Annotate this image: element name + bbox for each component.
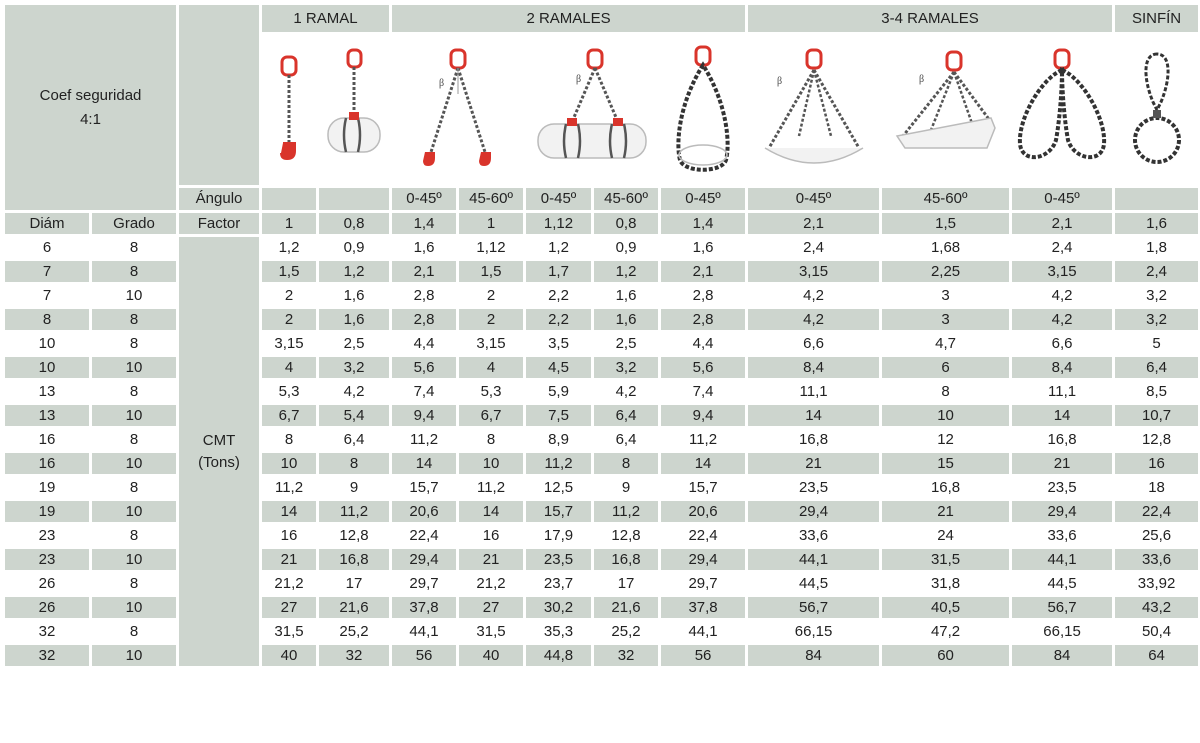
value-cell: 2,2: [525, 308, 593, 332]
value-cell: 15: [881, 452, 1011, 476]
value-cell: 44,1: [1011, 548, 1114, 572]
svg-text:β: β: [776, 75, 782, 87]
value-cell: 6,7: [261, 404, 318, 428]
value-cell: 3,2: [1114, 308, 1200, 332]
value-cell: 56,7: [747, 596, 881, 620]
value-cell: 22,4: [660, 524, 747, 548]
value-cell: 20,6: [391, 500, 458, 524]
value-cell: 21: [747, 452, 881, 476]
table-row: [4, 236, 1200, 260]
value-cell: 23,5: [525, 548, 593, 572]
value-cell: 66,15: [1011, 620, 1114, 644]
value-cell: 56: [660, 644, 747, 668]
value-cell: 7,5: [525, 404, 593, 428]
value-cell: 11,2: [391, 428, 458, 452]
angle-cell: 0-45º: [525, 187, 593, 212]
value-cell: 11,2: [458, 476, 525, 500]
double-basket-sling-icon: [1012, 48, 1112, 173]
angle-cell: 45-60º: [881, 187, 1011, 212]
value-cell: 6,4: [318, 428, 391, 452]
value-cell: 1,5: [261, 260, 318, 284]
value-cell: 11,2: [261, 476, 318, 500]
value-cell: 11,2: [593, 500, 660, 524]
value-cell: 14: [261, 500, 318, 524]
diam-cell: 16: [4, 428, 91, 452]
angle-cell: 0-45º: [1011, 187, 1114, 212]
diam-cell: 23: [4, 524, 91, 548]
value-cell: 12,8: [593, 524, 660, 548]
grado-cell: 8: [91, 620, 178, 644]
value-cell: 7,4: [660, 380, 747, 404]
value-cell: 33,92: [1114, 572, 1200, 596]
value-cell: 6,4: [593, 428, 660, 452]
value-cell: 17: [593, 572, 660, 596]
angle-cell: [1114, 187, 1200, 212]
single-leg-hook-sling-icon: [269, 55, 309, 165]
value-cell: 31,8: [881, 572, 1011, 596]
diam-cell: 26: [4, 596, 91, 620]
value-cell: 50,4: [1114, 620, 1200, 644]
grado-cell: 10: [91, 284, 178, 308]
value-cell: 21,2: [458, 572, 525, 596]
factor-cell: 0,8: [593, 212, 660, 236]
value-cell: 0,9: [318, 236, 391, 260]
value-cell: 47,2: [881, 620, 1011, 644]
grado-cell: 10: [91, 644, 178, 668]
coef-value: 4:1: [80, 110, 101, 128]
value-cell: 12,8: [1114, 428, 1200, 452]
value-cell: 4,2: [318, 380, 391, 404]
value-cell: 29,4: [1011, 500, 1114, 524]
value-cell: 31,5: [261, 620, 318, 644]
value-cell: 8,4: [747, 356, 881, 380]
value-cell: 15,7: [391, 476, 458, 500]
value-cell: 3: [881, 308, 1011, 332]
value-cell: 84: [747, 644, 881, 668]
value-cell: 29,7: [660, 572, 747, 596]
diam-cell: 13: [4, 380, 91, 404]
value-cell: 21,6: [318, 596, 391, 620]
value-cell: 6,6: [747, 332, 881, 356]
value-cell: 23,5: [747, 476, 881, 500]
value-cell: 60: [881, 644, 1011, 668]
value-cell: 8,4: [1011, 356, 1114, 380]
grado-cell: 8: [91, 380, 178, 404]
factor-cell: 1,4: [660, 212, 747, 236]
value-cell: 30,2: [525, 596, 593, 620]
value-cell: 2,1: [660, 260, 747, 284]
two-leg-choke-sling-icon: [532, 48, 652, 173]
value-cell: 14: [1011, 404, 1114, 428]
diam-cell: 32: [4, 644, 91, 668]
value-cell: 14: [391, 452, 458, 476]
value-cell: 4: [261, 356, 318, 380]
value-cell: 8,5: [1114, 380, 1200, 404]
value-cell: 56: [391, 644, 458, 668]
diam-cell: 16: [4, 452, 91, 476]
value-cell: 16,8: [881, 476, 1011, 500]
value-cell: 2,8: [391, 284, 458, 308]
value-cell: 40,5: [881, 596, 1011, 620]
value-cell: 16: [261, 524, 318, 548]
value-cell: 5,4: [318, 404, 391, 428]
grado-cell: 8: [91, 260, 178, 284]
diam-cell: 8: [4, 308, 91, 332]
value-cell: 1,5: [458, 260, 525, 284]
value-cell: 11,1: [747, 380, 881, 404]
value-cell: 12,5: [525, 476, 593, 500]
endless-sling-icon: [1127, 48, 1187, 173]
diagram-cell: [525, 34, 660, 187]
diagram-cell: [318, 34, 391, 187]
diagram-cell: [261, 34, 318, 187]
grado-cell: 10: [91, 404, 178, 428]
value-cell: 5,3: [458, 380, 525, 404]
two-leg-basket-sling-icon: [668, 45, 738, 175]
diam-cell: 19: [4, 500, 91, 524]
value-cell: 4,2: [1011, 284, 1114, 308]
value-cell: 33,6: [1114, 548, 1200, 572]
value-cell: 3,15: [458, 332, 525, 356]
diam-cell: 7: [4, 284, 91, 308]
value-cell: 4,2: [747, 284, 881, 308]
svg-text:β: β: [918, 73, 924, 85]
angle-label: Ángulo: [178, 187, 261, 212]
value-cell: 1,2: [261, 236, 318, 260]
value-cell: 21,6: [593, 596, 660, 620]
value-cell: 4,4: [660, 332, 747, 356]
grado-cell: 8: [91, 236, 178, 260]
diam-cell: 32: [4, 620, 91, 644]
grado-cell: 8: [91, 524, 178, 548]
grado-cell: 8: [91, 428, 178, 452]
group-header-3-4-ramales: 3-4 RAMALES: [747, 4, 1114, 34]
factor-cell: 1: [458, 212, 525, 236]
value-cell: 23,7: [525, 572, 593, 596]
value-cell: 3,15: [261, 332, 318, 356]
value-cell: 20,6: [660, 500, 747, 524]
diagram-cell: [747, 34, 881, 187]
angle-cell: 0-45º: [747, 187, 881, 212]
value-cell: 6: [881, 356, 1011, 380]
angle-cell: [261, 187, 318, 212]
diam-cell: 10: [4, 356, 91, 380]
value-cell: 11,2: [660, 428, 747, 452]
factor-cell: 1,12: [525, 212, 593, 236]
diam-cell: 6: [4, 236, 91, 260]
value-cell: 6,4: [593, 404, 660, 428]
value-cell: 9,4: [660, 404, 747, 428]
value-cell: 1,6: [593, 308, 660, 332]
value-cell: 17,9: [525, 524, 593, 548]
value-cell: 6,7: [458, 404, 525, 428]
value-cell: 2: [458, 308, 525, 332]
value-cell: 2,1: [391, 260, 458, 284]
diagram-cell: [391, 34, 525, 187]
value-cell: 4,2: [747, 308, 881, 332]
grado-cell: 8: [91, 332, 178, 356]
value-cell: 12: [881, 428, 1011, 452]
value-cell: 15,7: [660, 476, 747, 500]
value-cell: 1,68: [881, 236, 1011, 260]
value-cell: 22,4: [391, 524, 458, 548]
value-cell: 43,2: [1114, 596, 1200, 620]
value-cell: 8: [458, 428, 525, 452]
grado-cell: 10: [91, 356, 178, 380]
value-cell: 44,1: [660, 620, 747, 644]
value-cell: 10: [881, 404, 1011, 428]
value-cell: 16: [458, 524, 525, 548]
diam-cell: 10: [4, 332, 91, 356]
value-cell: 56,7: [1011, 596, 1114, 620]
value-cell: 1,6: [391, 236, 458, 260]
value-cell: 31,5: [458, 620, 525, 644]
cmt-label-cell: [178, 236, 261, 668]
value-cell: 2: [261, 308, 318, 332]
value-cell: 6,4: [1114, 356, 1200, 380]
angle-cell: 0-45º: [660, 187, 747, 212]
value-cell: 16,8: [747, 428, 881, 452]
four-leg-basket-sling-icon: [759, 48, 869, 173]
grado-column-header: Grado: [91, 212, 178, 236]
factor-cell: 1,4: [391, 212, 458, 236]
value-cell: 29,4: [660, 548, 747, 572]
value-cell: 11,2: [525, 452, 593, 476]
value-cell: 29,4: [391, 548, 458, 572]
value-cell: 1,6: [593, 284, 660, 308]
value-cell: 9: [318, 476, 391, 500]
value-cell: 2,8: [660, 308, 747, 332]
value-cell: 4,4: [391, 332, 458, 356]
value-cell: 29,7: [391, 572, 458, 596]
value-cell: 21: [261, 548, 318, 572]
diam-cell: 26: [4, 572, 91, 596]
two-leg-hook-sling-icon: [403, 48, 513, 173]
diam-column-header: Diám: [4, 212, 91, 236]
value-cell: 2,5: [593, 332, 660, 356]
header-blank: [178, 4, 261, 187]
coef-label: Coef seguridad: [39, 86, 142, 104]
safety-coefficient-cell: [4, 4, 178, 212]
angle-cell: [318, 187, 391, 212]
value-cell: 66,15: [747, 620, 881, 644]
diagram-cell: [881, 34, 1011, 187]
value-cell: 10: [458, 452, 525, 476]
value-cell: 8: [881, 380, 1011, 404]
value-cell: 8,9: [525, 428, 593, 452]
grado-cell: 10: [91, 500, 178, 524]
value-cell: 1,7: [525, 260, 593, 284]
value-cell: 5: [1114, 332, 1200, 356]
value-cell: 8: [318, 452, 391, 476]
group-header-sinfin: SINFÍN: [1114, 4, 1200, 34]
single-leg-choke-sling-icon: [324, 48, 384, 173]
value-cell: 44,5: [1011, 572, 1114, 596]
value-cell: 8: [261, 428, 318, 452]
value-cell: 3,15: [747, 260, 881, 284]
angle-cell: 0-45º: [391, 187, 458, 212]
value-cell: 23,5: [1011, 476, 1114, 500]
value-cell: 44,8: [525, 644, 593, 668]
value-cell: 10,7: [1114, 404, 1200, 428]
value-cell: 1,2: [318, 260, 391, 284]
value-cell: 1,2: [525, 236, 593, 260]
value-cell: 44,1: [391, 620, 458, 644]
group-header-1-ramal: 1 RAMAL: [261, 4, 391, 34]
value-cell: 10: [261, 452, 318, 476]
value-cell: 32: [318, 644, 391, 668]
value-cell: 16,8: [593, 548, 660, 572]
diagram-cell: [660, 34, 747, 187]
value-cell: 22,4: [1114, 500, 1200, 524]
value-cell: 2,2: [525, 284, 593, 308]
grado-cell: 10: [91, 596, 178, 620]
value-cell: 3,15: [1011, 260, 1114, 284]
value-cell: 3: [881, 284, 1011, 308]
value-cell: 2,25: [881, 260, 1011, 284]
value-cell: 1,8: [1114, 236, 1200, 260]
value-cell: 3,2: [1114, 284, 1200, 308]
value-cell: 5,6: [660, 356, 747, 380]
value-cell: 7,4: [391, 380, 458, 404]
value-cell: 16,8: [318, 548, 391, 572]
value-cell: 27: [458, 596, 525, 620]
grado-cell: 8: [91, 308, 178, 332]
value-cell: 21: [458, 548, 525, 572]
value-cell: 1,2: [593, 260, 660, 284]
value-cell: 2,4: [747, 236, 881, 260]
value-cell: 6,6: [1011, 332, 1114, 356]
value-cell: 14: [747, 404, 881, 428]
value-cell: 5,9: [525, 380, 593, 404]
factor-cell: 1,6: [1114, 212, 1200, 236]
value-cell: 2,5: [318, 332, 391, 356]
value-cell: 5,3: [261, 380, 318, 404]
value-cell: 9,4: [391, 404, 458, 428]
value-cell: 32: [593, 644, 660, 668]
value-cell: 3,5: [525, 332, 593, 356]
cmt-label: CMT: [202, 431, 236, 449]
value-cell: 5,6: [391, 356, 458, 380]
grado-cell: 8: [91, 476, 178, 500]
value-cell: 9: [593, 476, 660, 500]
cmt-unit: (Tons): [198, 453, 240, 471]
value-cell: 17: [318, 572, 391, 596]
value-cell: 37,8: [391, 596, 458, 620]
diam-cell: 23: [4, 548, 91, 572]
value-cell: 40: [261, 644, 318, 668]
value-cell: 40: [458, 644, 525, 668]
sling-capacity-table: [2, 2, 1200, 669]
value-cell: 2,8: [391, 308, 458, 332]
four-leg-choke-sling-icon: [891, 48, 1001, 173]
value-cell: 44,1: [747, 548, 881, 572]
diagram-cell: [1114, 34, 1200, 187]
diam-cell: 13: [4, 404, 91, 428]
value-cell: 2,4: [1011, 236, 1114, 260]
value-cell: 21: [881, 500, 1011, 524]
value-cell: 2: [261, 284, 318, 308]
value-cell: 4,7: [881, 332, 1011, 356]
factor-cell: 0,8: [318, 212, 391, 236]
value-cell: 33,6: [1011, 524, 1114, 548]
value-cell: 27: [261, 596, 318, 620]
value-cell: 1,12: [458, 236, 525, 260]
value-cell: 33,6: [747, 524, 881, 548]
group-header-2-ramales: 2 RAMALES: [391, 4, 747, 34]
value-cell: 1,6: [318, 308, 391, 332]
value-cell: 4,5: [525, 356, 593, 380]
value-cell: 44,5: [747, 572, 881, 596]
diam-cell: 19: [4, 476, 91, 500]
value-cell: 15,7: [525, 500, 593, 524]
value-cell: 1,6: [660, 236, 747, 260]
value-cell: 25,2: [593, 620, 660, 644]
value-cell: 2: [458, 284, 525, 308]
value-cell: 4,2: [1011, 308, 1114, 332]
factor-cell: 2,1: [1011, 212, 1114, 236]
value-cell: 14: [660, 452, 747, 476]
value-cell: 18: [1114, 476, 1200, 500]
value-cell: 21,2: [261, 572, 318, 596]
value-cell: 11,1: [1011, 380, 1114, 404]
value-cell: 0,9: [593, 236, 660, 260]
value-cell: 25,6: [1114, 524, 1200, 548]
factor-cell: 1,5: [881, 212, 1011, 236]
angle-cell: 45-60º: [593, 187, 660, 212]
angle-cell: 45-60º: [458, 187, 525, 212]
grado-cell: 8: [91, 572, 178, 596]
value-cell: 25,2: [318, 620, 391, 644]
diagram-cell: [1011, 34, 1114, 187]
value-cell: 2,8: [660, 284, 747, 308]
value-cell: 8: [593, 452, 660, 476]
value-cell: 14: [458, 500, 525, 524]
value-cell: 24: [881, 524, 1011, 548]
value-cell: 3,2: [318, 356, 391, 380]
grado-cell: 10: [91, 548, 178, 572]
value-cell: 64: [1114, 644, 1200, 668]
value-cell: 84: [1011, 644, 1114, 668]
svg-text:β: β: [438, 77, 444, 89]
value-cell: 16,8: [1011, 428, 1114, 452]
value-cell: 31,5: [881, 548, 1011, 572]
factor-label: Factor: [178, 212, 261, 236]
value-cell: 11,2: [318, 500, 391, 524]
value-cell: 4,2: [593, 380, 660, 404]
value-cell: 29,4: [747, 500, 881, 524]
factor-cell: 2,1: [747, 212, 881, 236]
value-cell: 2,4: [1114, 260, 1200, 284]
factor-cell: 1: [261, 212, 318, 236]
svg-text:β: β: [576, 73, 582, 85]
value-cell: 21: [1011, 452, 1114, 476]
value-cell: 12,8: [318, 524, 391, 548]
value-cell: 35,3: [525, 620, 593, 644]
grado-cell: 10: [91, 452, 178, 476]
value-cell: 16: [1114, 452, 1200, 476]
value-cell: 4: [458, 356, 525, 380]
value-cell: 37,8: [660, 596, 747, 620]
diam-cell: 7: [4, 260, 91, 284]
value-cell: 1,6: [318, 284, 391, 308]
value-cell: 3,2: [593, 356, 660, 380]
